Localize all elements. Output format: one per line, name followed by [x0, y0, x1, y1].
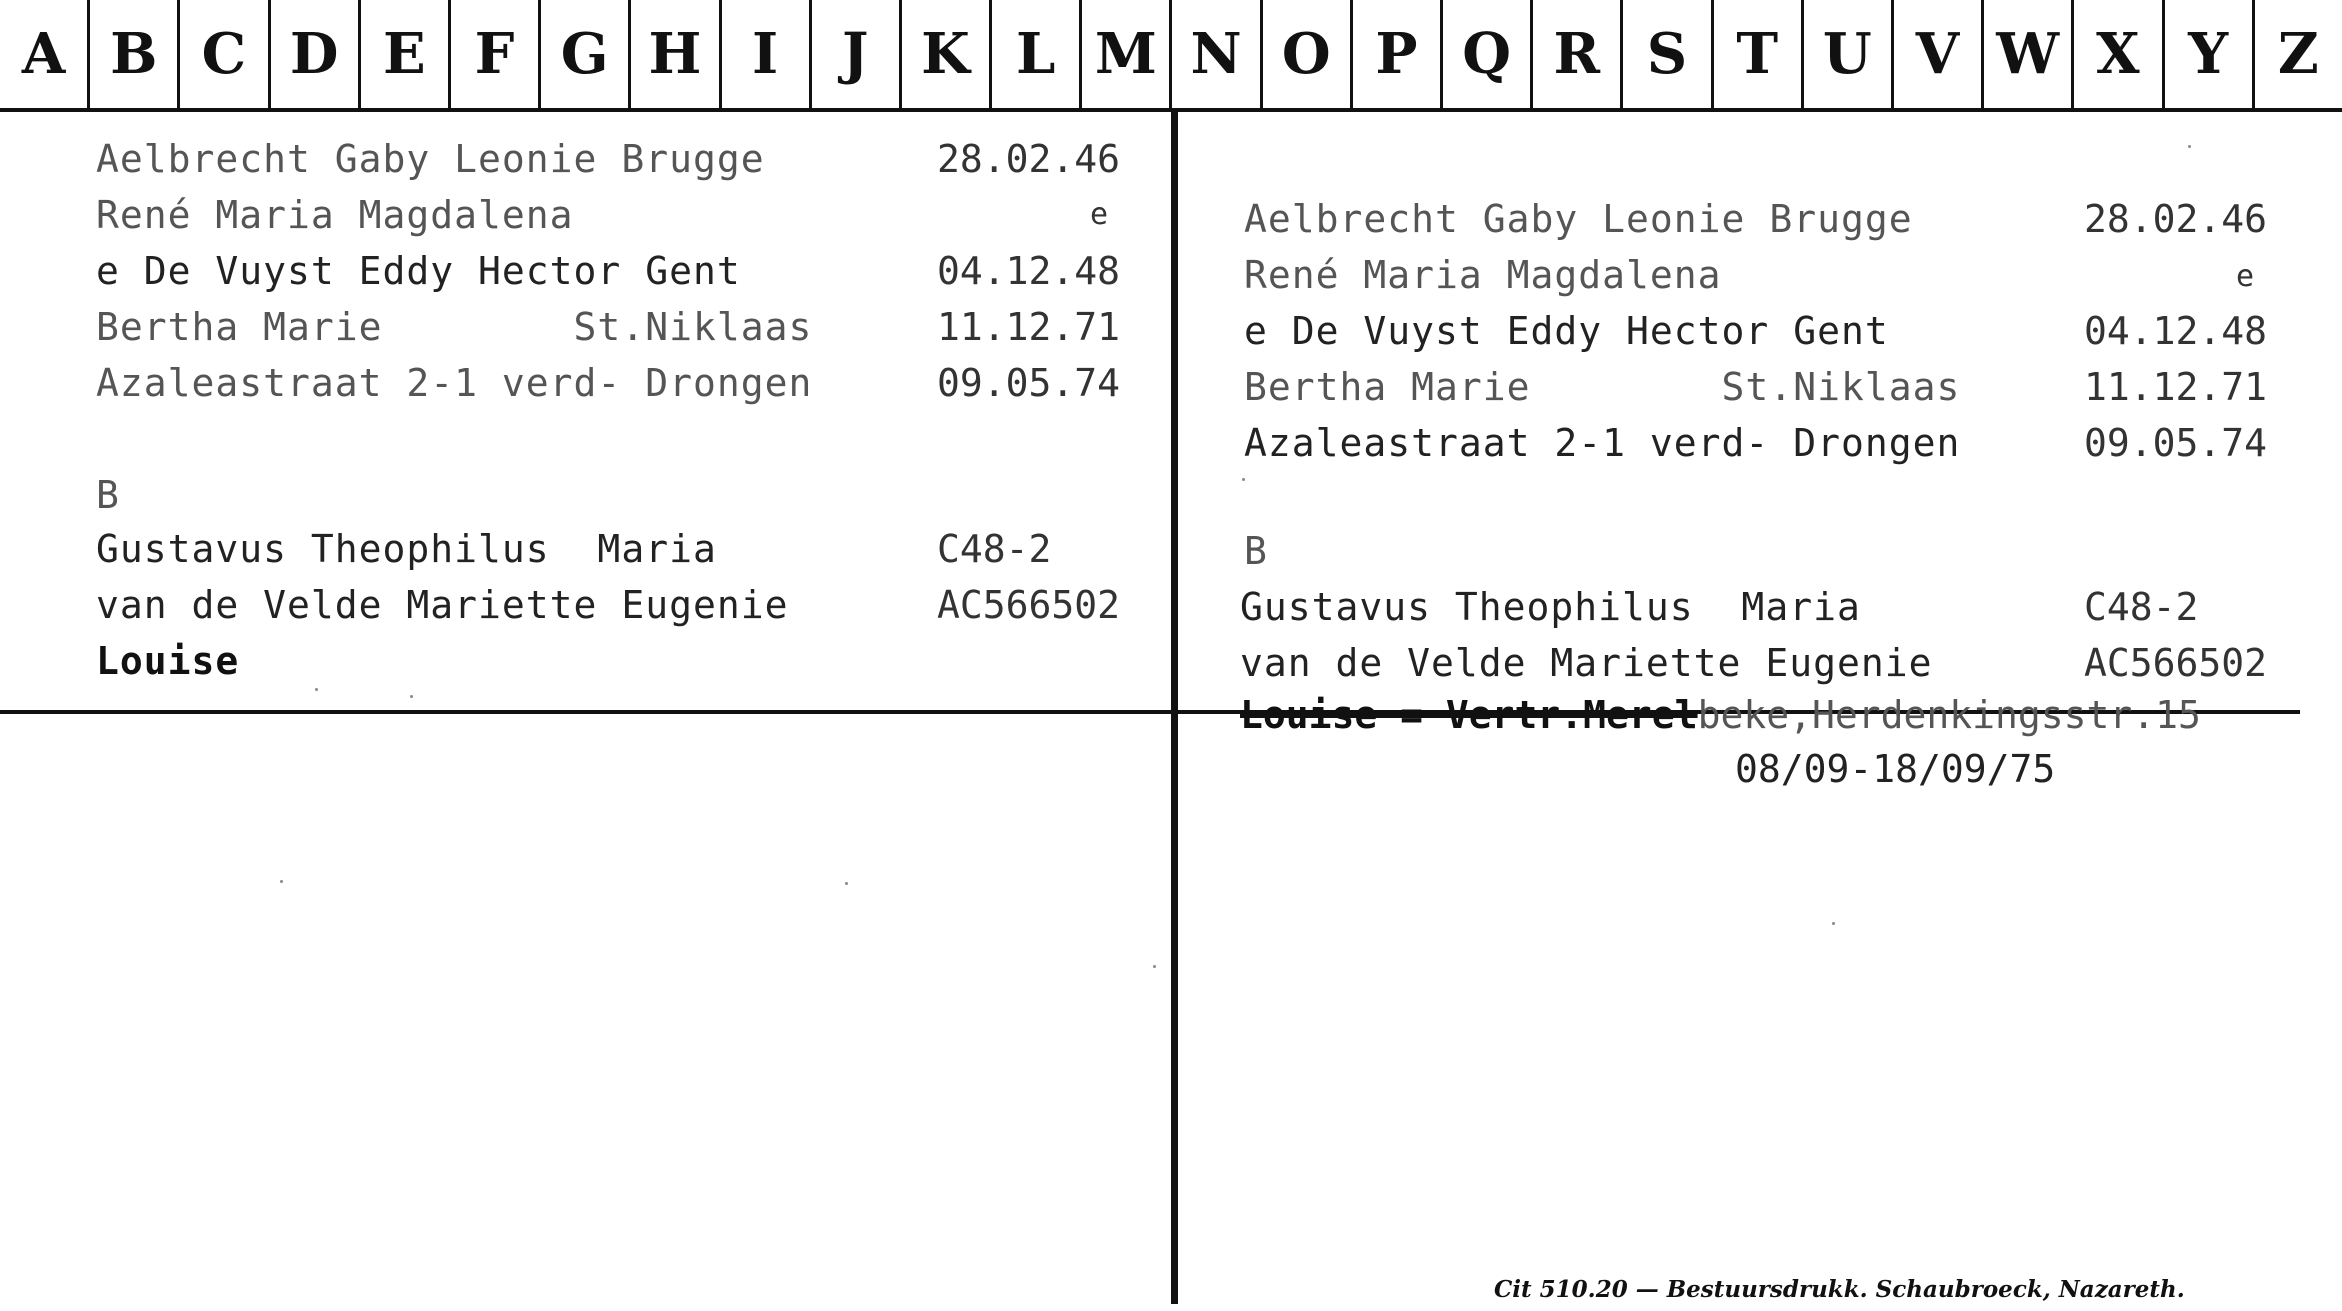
alpha-tab-u: U: [1804, 0, 1894, 108]
alpha-tab-k: K: [902, 0, 992, 108]
annotation-struck-text: Louise = Vertr.Merel: [1240, 693, 1698, 737]
alpha-tab-s: S: [1623, 0, 1713, 108]
left-date-1: 28.02.46: [937, 137, 1121, 181]
alpha-tab-f: F: [451, 0, 541, 108]
left-line-1: Aelbrecht Gaby Leonie Brugge: [96, 137, 765, 181]
right-line-5: Azaleastraat 2-1 verd- Drongen: [1244, 421, 1961, 465]
alpha-tab-n: N: [1172, 0, 1262, 108]
left-line-5: Azaleastraat 2-1 verd- Drongen: [96, 361, 813, 405]
right-line-1: Aelbrecht Gaby Leonie Brugge: [1244, 197, 1913, 241]
alpha-tab-i: I: [722, 0, 812, 108]
alpha-tab-j: J: [812, 0, 902, 108]
right-line-3: e De Vuyst Eddy Hector Gent: [1244, 309, 1889, 353]
left-line-b3: Louise: [96, 639, 240, 683]
right-date-b2: AC566502: [2084, 641, 2268, 685]
alpha-tab-q: Q: [1443, 0, 1533, 108]
left-date-4: 11.12.71: [937, 305, 1121, 349]
right-line-b2: van de Velde Mariette Eugenie: [1240, 641, 1933, 685]
address-annotation: [1240, 693, 2201, 737]
annotation-rest-text: beke,Herdenkingsstr.15: [1697, 693, 2201, 737]
left-line-b1: Gustavus Theophilus Maria: [96, 527, 717, 571]
paper-speck: [1832, 922, 1835, 925]
alpha-tab-g: G: [541, 0, 631, 108]
alpha-tab-r: R: [1533, 0, 1623, 108]
paper-speck: [2188, 145, 2191, 148]
right-date-b1: C48-2: [2084, 585, 2199, 629]
left-line-4: Bertha Marie St.Niklaas: [96, 305, 813, 349]
right-date-5: 09.05.74: [2084, 421, 2268, 465]
right-date-4: 11.12.71: [2084, 365, 2268, 409]
alpha-tab-d: D: [271, 0, 361, 108]
paper-speck: [845, 882, 848, 885]
right-date-2: e: [2236, 259, 2255, 294]
alpha-tab-p: P: [1353, 0, 1443, 108]
alpha-tab-l: L: [992, 0, 1082, 108]
right-line-4: Bertha Marie St.Niklaas: [1244, 365, 1961, 409]
right-date-1: 28.02.46: [2084, 197, 2268, 241]
left-line-3: e De Vuyst Eddy Hector Gent: [96, 249, 741, 293]
vertical-divider: [1171, 112, 1178, 1304]
paper-speck: [280, 880, 283, 883]
alpha-tab-e: E: [361, 0, 451, 108]
alpha-tab-x: X: [2074, 0, 2164, 108]
right-section-letter: B: [1244, 529, 1268, 573]
alpha-tab-v: V: [1894, 0, 1984, 108]
alphabet-index-strip: [0, 0, 2342, 112]
paper-speck: [1242, 478, 1245, 481]
left-line-2: René Maria Magdalena: [96, 193, 574, 237]
alpha-tab-m: M: [1082, 0, 1172, 108]
right-date-3: 04.12.48: [2084, 309, 2268, 353]
alpha-tab-c: C: [180, 0, 270, 108]
alpha-tab-z: Z: [2277, 21, 2319, 87]
alpha-tab-h: H: [631, 0, 721, 108]
right-line-2: René Maria Magdalena: [1244, 253, 1722, 297]
left-date-b1: C48-2: [937, 527, 1052, 571]
left-date-2: e: [1090, 197, 1109, 232]
alpha-tab-a: A: [0, 0, 90, 108]
alpha-tab-b: B: [90, 0, 180, 108]
left-line-b2: van de Velde Mariette Eugenie: [96, 583, 789, 627]
left-date-b2: AC566502: [937, 583, 1121, 627]
alpha-tab-w: W: [1984, 0, 2074, 108]
paper-speck: [410, 695, 413, 698]
alpha-tab-o: O: [1263, 0, 1353, 108]
alpha-tab-y: Y: [2165, 0, 2255, 108]
left-date-3: 04.12.48: [937, 249, 1121, 293]
left-section-letter: B: [96, 473, 120, 517]
printer-imprint: Cit 510.20 — Bestuursdrukk. Schaubroeck, Nazareth.: [1494, 1276, 2185, 1303]
annotation-date-range: 08/09-18/09/75: [1735, 747, 2056, 791]
left-date-5: 09.05.74: [937, 361, 1121, 405]
right-line-b1: Gustavus Theophilus Maria: [1240, 585, 1861, 629]
alpha-tab-t: T: [1714, 0, 1804, 108]
paper-speck: [315, 688, 318, 691]
paper-speck: [1153, 965, 1156, 968]
